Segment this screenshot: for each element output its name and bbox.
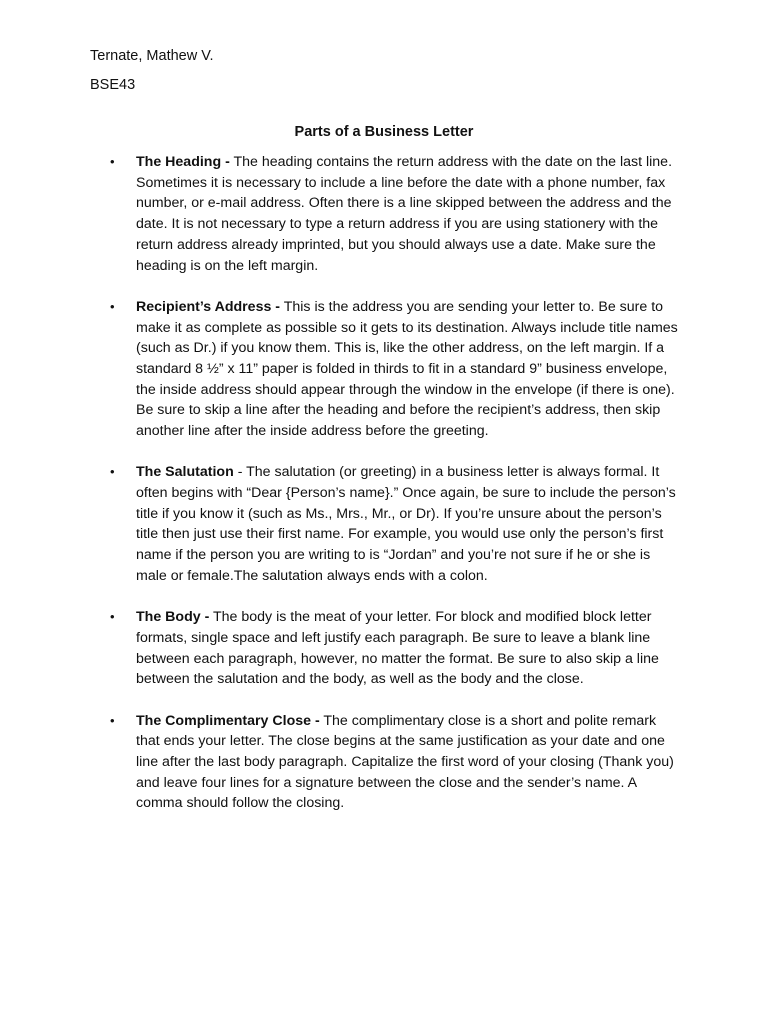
item-text: - The salutation (or greeting) in a business letter is always formal. It often begins with “Dear {Person’s name}.” Once again, be sure to include the person’s title if you know it (such as Ms., Mrs., Mr., or Dr). If you’re unsure about the person’s title then just use their first name. For example, you would use only the person’s first name if the person you are writing to is “Jordan” and you’re not sure if he or she is male or female.The salutation always ends with a colon. [136, 464, 676, 584]
document-title: Parts of a Business Letter [294, 124, 474, 140]
bullet-icon: • [110, 154, 115, 169]
bullet-icon: • [110, 712, 115, 728]
bullet-list [0, 152, 768, 835]
item-term: The Salutation [136, 464, 234, 481]
author-section: BSE43 [90, 77, 136, 93]
list-item-complimentary-close [0, 711, 678, 815]
list-item-salutation [0, 462, 678, 586]
list-item-heading [0, 152, 678, 276]
item-text: The body is the meat of your letter. For block and modified block letter formats, single space and left justify each paragraph. Be sure to leave a blank line between each paragraph, however, no matter the format. Be sure to also skip a line between the salutation and the body, as well as the body and the close. [136, 609, 659, 688]
item-term: The Heading - [136, 154, 230, 170]
item-text: This is the address you are sending your letter to. Be sure to make it as complete as possible so it gets to its destination. Always include title names (such as Dr.) if you know them. This is, like the other address, on the left margin. If a standard 8 ½” x 11” paper is folded in thirds to fit in a standard 9” business envelope, the inside address should appear through the window in the envelope (if there is one). Be sure to skip a line after the heading and before the recipient’s address, then skip another line after the inside address before the greeting. [136, 298, 678, 440]
item-text: The heading contains the return address with the date on the last line. Sometimes it is necessary to include a line before the date with a phone number, fax number, or e-mail address. Often there is a line skipped between the address and the date. It is not necessary to type a return address if you are using stationery with the return address already imprinted, but you should always use a date. Make sure the heading is on the left margin. [136, 154, 673, 274]
bullet-icon: • [110, 298, 115, 314]
item-term: The Body - [136, 609, 210, 626]
item-term: Recipient’s Address - [136, 298, 281, 315]
list-item-body [0, 607, 678, 690]
list-item-recipient-address [0, 297, 678, 442]
item-term: The Complimentary Close - [136, 712, 320, 729]
author-name: Ternate, Mathew V. [90, 48, 214, 64]
bullet-icon: • [110, 609, 115, 625]
bullet-icon: • [110, 464, 115, 480]
item-text: The complimentary close is a short and polite remark that ends your letter. The close begins at the same justification as your date and one line after the last body paragraph. Capitalize the first word of your closing (Thank you) and leave four lines for a signature between the close and the sender’s name. A comma should follow the closing. [136, 712, 674, 812]
